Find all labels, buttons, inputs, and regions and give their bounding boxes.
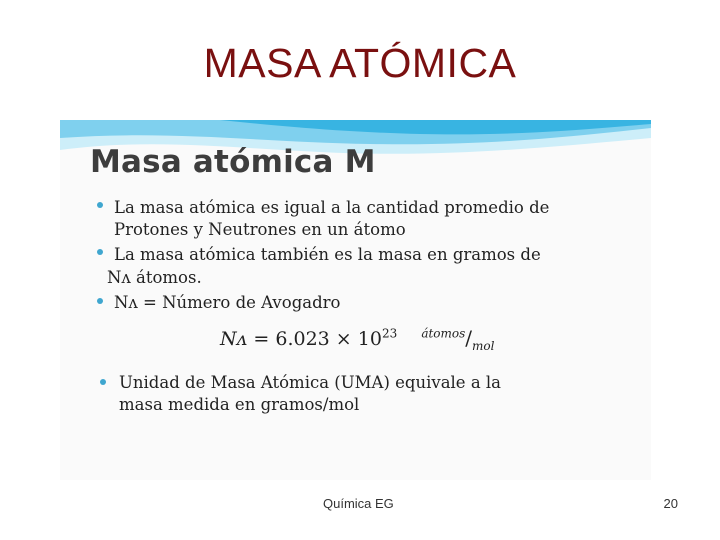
bullet-dot-icon bbox=[97, 249, 103, 255]
embedded-heading: Masa atómica M bbox=[90, 144, 376, 180]
bullet-line: La masa atómica también es la masa en gramos de bbox=[114, 245, 541, 264]
bullet-text bbox=[114, 292, 340, 314]
formula-unit-top: átomos bbox=[421, 326, 466, 341]
embedded-slide-image bbox=[60, 120, 651, 480]
bullet-dot-icon bbox=[97, 202, 103, 208]
bullet-line: Nᴧ = Número de Avogadro bbox=[114, 293, 341, 312]
avogadro-formula bbox=[220, 326, 494, 353]
bullet-line: Nᴧ átomos. bbox=[107, 268, 202, 287]
bullet-line: La masa atómica es igual a la cantidad promedio de bbox=[114, 198, 550, 217]
slide-title: MASA ATÓMICA bbox=[203, 40, 517, 86]
bullet-line: masa medida en gramos/mol bbox=[119, 395, 360, 414]
formula-unit-slash: / bbox=[465, 326, 473, 350]
formula-unit-bottom: mol bbox=[472, 338, 495, 353]
formula-exponent: 23 bbox=[381, 326, 398, 341]
bullet-line: Protones y Neutrones en un átomo bbox=[114, 220, 406, 239]
formula-rhs: = 6.023 × 10 bbox=[253, 328, 382, 350]
bullet-text bbox=[114, 197, 549, 241]
page-number: 20 bbox=[663, 496, 678, 511]
bullet-line: Unidad de Masa Atómica (UMA) equivale a la bbox=[119, 373, 502, 392]
bullet-dot-icon bbox=[97, 298, 103, 304]
bullet-dot-icon bbox=[100, 379, 106, 385]
bullet-text bbox=[114, 244, 541, 266]
bullet-text bbox=[119, 372, 501, 416]
footer-course-label: Química EG bbox=[323, 496, 394, 511]
formula-lhs: Nᴧ bbox=[220, 328, 248, 350]
